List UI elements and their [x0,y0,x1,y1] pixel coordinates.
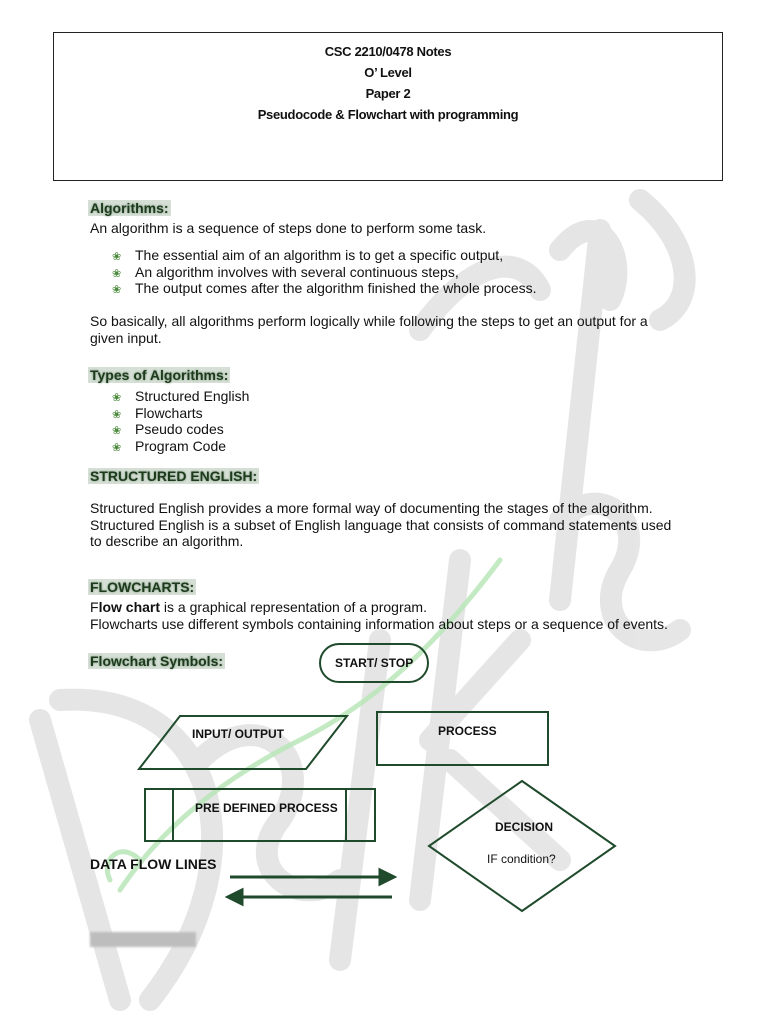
flowchart-definition: Flow chart is a graphical representation of a program. Flowcharts use different symbols containing information about steps or a sequence of events. [90,599,668,632]
data-flow-label: DATA FLOW LINES [90,856,217,872]
algorithm-definition: An algorithm is a sequence of steps done to perform some task. [90,220,487,236]
list-item: ❀ Flowcharts [112,405,249,422]
list-item: ❀ Structured English [112,388,249,405]
decision-label: DECISION [495,820,554,834]
leaf-bullet-icon: ❀ [112,267,122,280]
leaf-bullet-icon: ❀ [112,408,122,421]
types-heading: Types of Algorithms: [90,367,229,383]
document-title: Pseudocode & Flowchart with programming [257,107,519,122]
list-item: ❀ Program Code [112,438,249,455]
leaf-bullet-icon: ❀ [112,284,122,296]
list-item: ❀ An algorithm involves with several continuous steps, [112,264,537,281]
input-output-label: INPUT/ OUTPUT [192,727,284,741]
symbols-heading: Flowchart Symbols: [90,653,224,669]
structured-english-text: Structured English provides a more formal way of documenting the stages of the algorithm. Structured English is a subset of English language that consists of command statements used to describe an algorithm. [90,500,672,549]
arrow-left-icon [228,890,242,904]
predefined-process-shape [145,789,375,841]
flowcharts-heading: FLOWCHARTS: [90,579,195,595]
leaf-bullet-icon: ❀ [112,441,122,454]
structured-english-heading: STRUCTURED ENGLISH: [90,468,258,484]
list-item: ❀ Pseudo codes [112,421,249,438]
paper-number: Paper 2 [365,86,411,101]
leaf-bullet-icon: ❀ [112,425,122,437]
algorithm-summary: So basically, all algorithms perform logically while following the steps to get an output for a given input. [90,313,648,346]
leaf-bullet-icon: ❀ [112,392,122,404]
start-stop-label: START/ STOP [335,656,414,670]
course-code: CSC 2210/0478 Notes [324,44,452,59]
obscured-text [90,932,196,947]
list-item: ❀ The essential aim of an algorithm is to get a specific output, [112,247,537,264]
process-shape [377,712,548,765]
leaf-bullet-icon: ❀ [112,251,122,263]
arrow-right-icon [380,870,394,884]
decision-shape [429,781,615,911]
input-output-shape [139,716,347,769]
process-label: PROCESS [438,724,497,738]
predefined-process-label: PRE DEFINED PROCESS [195,801,338,815]
decision-condition-label: IF condition? [487,852,556,866]
level-title: O’ Level [364,65,412,80]
algorithms-heading: Algorithms: [90,200,169,216]
list-item: ❀ The output comes after the algorithm finished the whole process. [112,280,537,297]
